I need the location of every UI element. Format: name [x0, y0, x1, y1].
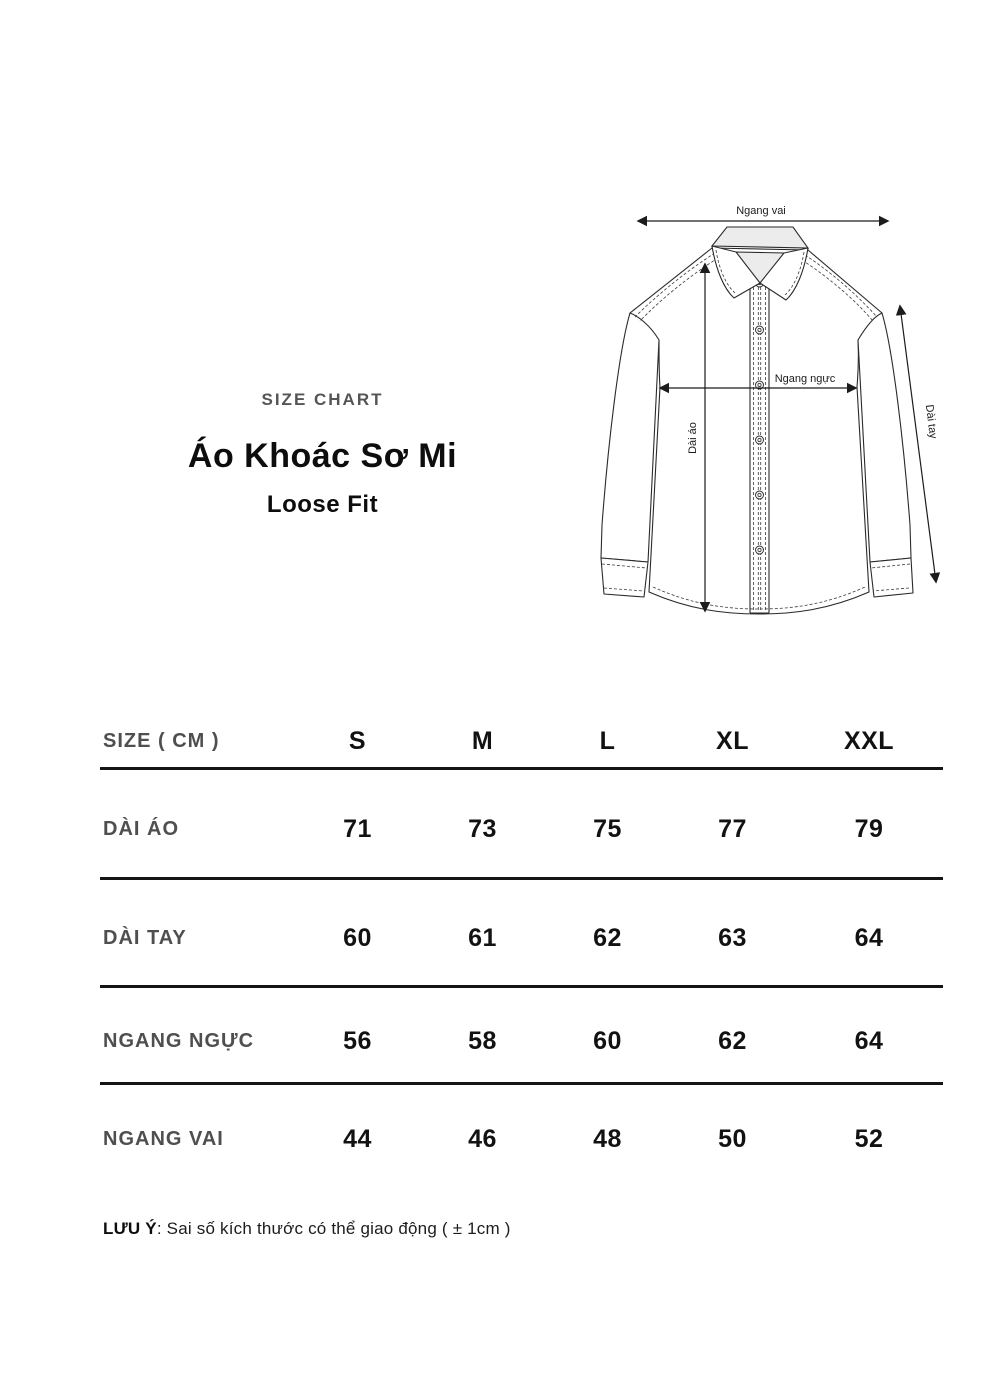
chest-width-label: Ngang ngực [774, 373, 836, 385]
table-row-dai-tay [100, 880, 943, 988]
eyebrow-size-chart: SIZE CHART [261, 390, 384, 409]
row-label: DÀI TAY [103, 927, 187, 949]
shoulder-width-arrow [638, 205, 888, 221]
tolerance-note-text: : Sai số kích thước có thể giao động ( ± 1cm ) [156, 1219, 511, 1238]
value-cell: 46 [468, 1125, 497, 1153]
value-cell: 52 [854, 1125, 884, 1153]
value-cell: 75 [593, 815, 622, 843]
row-label: NGANG NGỰC [103, 1029, 255, 1052]
value-cell: 58 [468, 1026, 497, 1055]
column-size-l: L [599, 726, 616, 755]
value-cell: 79 [854, 815, 884, 843]
value-cell: 62 [593, 924, 622, 952]
value-cell: 63 [718, 924, 747, 952]
row-label: NGANG VAI [103, 1128, 224, 1150]
shirt-body [630, 248, 882, 614]
shirt-left-sleeve [601, 313, 659, 597]
value-cell: 64 [854, 1026, 884, 1055]
title-block [140, 390, 505, 519]
table-row-ngang-vai [100, 1085, 943, 1182]
column-size-xl: XL [716, 726, 749, 755]
unit-label: SIZE ( CM ) [103, 729, 220, 752]
column-size-xxl: XXL [843, 726, 895, 755]
tolerance-note [103, 1219, 511, 1239]
size-table [100, 705, 943, 1182]
column-size-s: S [348, 726, 367, 755]
size-table-header-row [100, 705, 943, 770]
value-cell: 56 [343, 1026, 372, 1055]
value-cell: 60 [593, 1026, 622, 1055]
table-row-dai-ao [100, 770, 943, 880]
fit-subtitle: Loose Fit [266, 491, 379, 518]
value-cell: 62 [718, 1026, 747, 1055]
value-cell: 48 [593, 1125, 622, 1153]
row-label: DÀI ÁO [103, 818, 179, 840]
value-cell: 60 [343, 924, 372, 952]
product-title: Áo Khoác Sơ Mi [187, 437, 458, 475]
value-cell: 50 [718, 1125, 747, 1153]
body-length-label: Dài áo [687, 422, 699, 454]
column-size-m: M [471, 726, 494, 755]
value-cell: 61 [468, 924, 497, 952]
shirt-diagram [575, 190, 975, 650]
tolerance-note-emphasis: LƯU Ý [103, 1219, 157, 1238]
table-row-ngang-nguc [100, 988, 943, 1085]
value-cell: 77 [718, 815, 747, 843]
shirt-sketch-svg [575, 190, 975, 650]
value-cell: 71 [343, 815, 372, 843]
value-cell: 73 [468, 815, 497, 843]
sleeve-length-label: Dài tay [922, 403, 940, 440]
value-cell: 64 [854, 924, 884, 952]
shoulder-width-label: Ngang vai [736, 205, 786, 217]
value-cell: 44 [343, 1125, 372, 1153]
